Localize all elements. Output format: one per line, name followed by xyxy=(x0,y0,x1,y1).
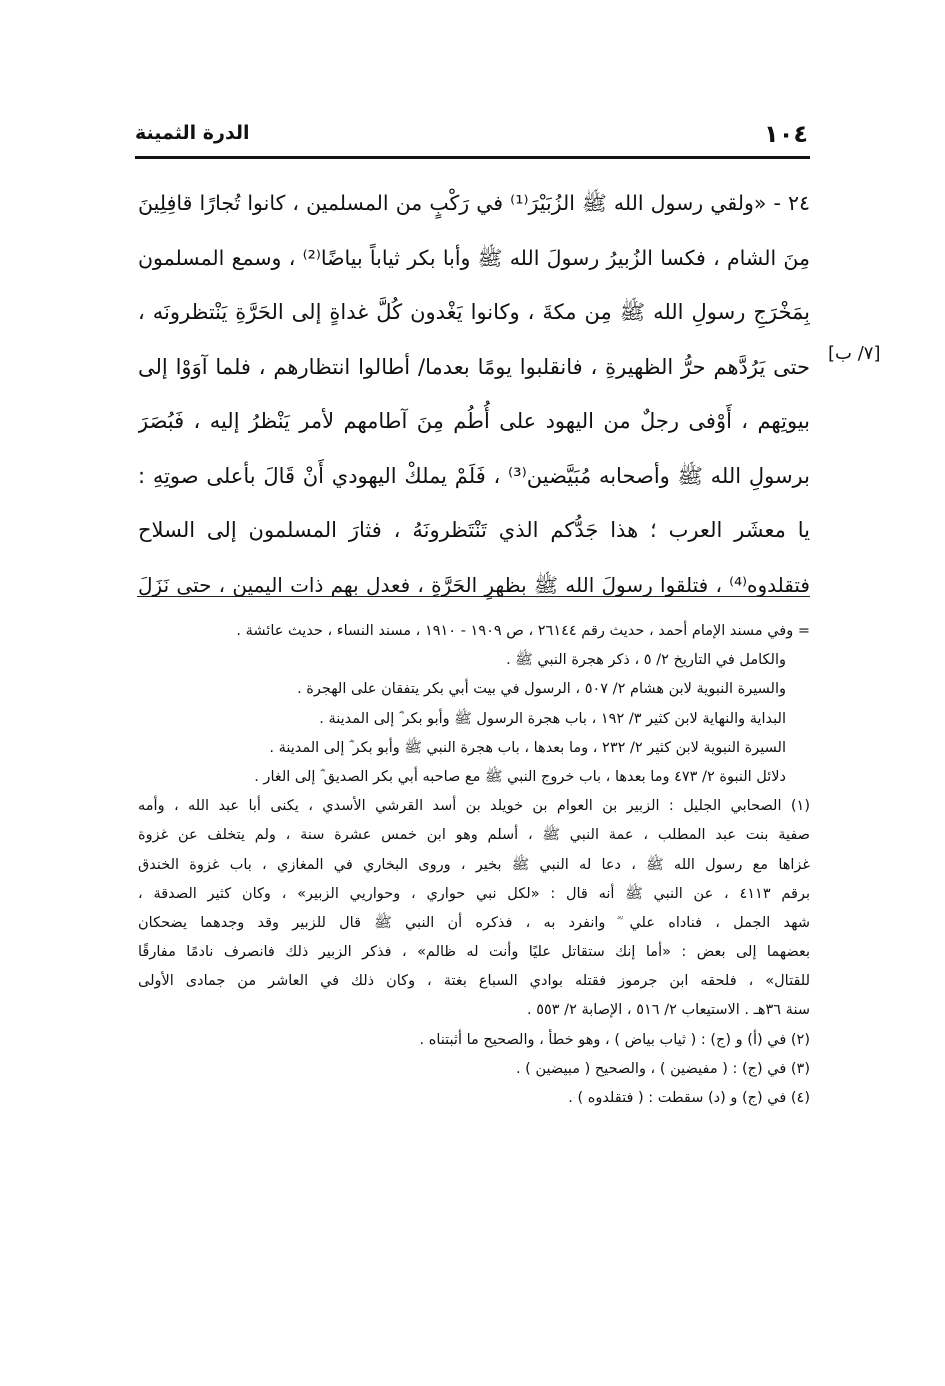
header-rule xyxy=(135,156,810,159)
footnote-line: = وفي مسند الإمام أحمد ، حديث رقم ٢٦١٤٤ ، ص ١٩٠٩ - ١٩١٠ ، مسند النساء ، حديث عائشة . xyxy=(236,623,810,639)
footnote-line: والسيرة النبوية لابن هشام ٢/ ٥٠٧ ، الرسول في بيت أبي بكر يتفقان على الهجرة . xyxy=(297,681,786,698)
footnote-line: شهد الجمل ، فناداه علي ؓ وانفرد به ، فذكره أن النبي ﷺ قال للزبير وقد وجدهما يضحكان xyxy=(138,914,810,931)
footnote-line: السيرة النبوية لابن كثير ٢/ ٢٣٢ ، وما بعدها ، باب هجرة النبي ﷺ وأبو بكر ؓ إلى المدينة . xyxy=(269,739,786,756)
footnote-line: (١) الصحابي الجليل : الزبير بن العوام بن خويلد بن أسد القرشي الأسدي ، يكنى أبا عبد الله ، وأمه xyxy=(138,798,810,815)
footnote-line: (٣) في (ج) : ( مفيضين ) ، والصحيح ( مبيضين ) . xyxy=(515,1060,810,1077)
footnote-line: سنة ٣٦هـ . الاستيعاب ٢/ ٥١٦ ، الإصابة ٢/ ٥٥٣ . xyxy=(526,1002,810,1019)
main-text-line: يا معشَر العرب ؛ هذا جَدُّكم الذي تَنْتَظرونَهُ ، فثارَ المسلمون إلى السلاح xyxy=(138,518,810,542)
footnote-line: صفية بنت عبد المطلب ، عمة النبي ﷺ ، أسلم وهو ابن خمس عشرة سنة ، ولم يتخلف عن غزوة xyxy=(138,827,810,844)
running-header xyxy=(135,118,808,154)
running-title: الدرة الثمينة xyxy=(135,122,250,144)
footnote-line: (٢) في (أ) و (ج) : ( ثياب بياض ) ، وهو خطأ ، والصحيح ما أثبتناه . xyxy=(419,1031,810,1048)
main-text-line: فتقلدوه⁽⁴⁾ ، فتلقوا رسولَ الله ﷺ بظهرِ الحَرَّةِ ، فعدل بهم ذات اليمين ، حتى نَزَلَ xyxy=(138,572,810,597)
main-text-line: حتى يَرُدَّهم حرُّ الظهيرةِ ، فانقلبوا يومًا بعدما/ أطالوا انتظارهم ، فلما آوَوْا إلى xyxy=(138,354,810,379)
footnote-line: للقتال» ، فلحقه ابن جرموز فقتله بوادي السباع بغتة ، وكان ذلك في العاشر من جمادى الأولى xyxy=(138,973,810,990)
footnote-line: البداية والنهاية لابن كثير ٣/ ١٩٢ ، باب هجرة الرسول ﷺ وأبو بكر ؓ إلى المدينة . xyxy=(319,710,786,727)
main-text-line: مِنَ الشام ، فكسا الزُبيرُ رسولَ الله ﷺ وأبا بكر ثياباً بياضًا⁽²⁾ ، وسمع المسلمون xyxy=(138,245,810,270)
footnotes xyxy=(138,617,810,1113)
footnote-line: برقم ٤١١٣ ، عن النبي ﷺ أنه قال : «لكل نبي حواري ، وحواريي الزبير» ، وكان كثير الصدقة ، xyxy=(138,885,810,902)
footnote-line: (٤) في (ج) و (د) سقطت : ( فتقلدوه ) . xyxy=(568,1090,810,1106)
main-text-line: بِمَخْرَجِ رسولِ الله ﷺ مِن مكةَ ، وكانوا يَغْدون كُلَّ غداةٍ إلى الحَرَّةِ يَنْتظرونَه ، xyxy=(138,300,810,324)
main-text-line: برسولِ الله ﷺ وأصحابه مُبَيَّضين⁽³⁾ ، فَلَمْ يملكْ اليهودي أَنْ قَالَ بأعلى صوتِهِ : xyxy=(138,463,810,488)
manuscript-folio-note: [٧/ ب] xyxy=(828,343,881,364)
footnote-line: غزاها مع رسول الله ﷺ ، دعا له النبي ﷺ بخير ، وروى البخاري في المغازي ، باب غزوة الخندق xyxy=(138,856,810,873)
main-text xyxy=(138,176,810,612)
footnote-line: بعضهما إلى بعض : «أما إنك ستقاتل عليًا وأنت له ظالم» ، فذكر الزبير ذلك فانصرف نادمًا مفارقًا xyxy=(138,944,810,961)
footnote-line: والكامل في التاريخ ٢/ ٥ ، ذكر هجرة النبي ﷺ . xyxy=(506,652,786,669)
page-number: ١٠٤ xyxy=(764,120,808,148)
footnote-separator xyxy=(137,596,810,597)
footnote-line: دلائل النبوة ٢/ ٤٧٣ وما بعدها ، باب خروج النبي ﷺ مع صاحبه أبي بكر الصديق ؓ إلى الغار . xyxy=(254,768,786,785)
main-text-line: بيوتِهم ، أَوْفى رجلٌ من اليهود على أُطُم مِنَ آطامهم لأمر يَنْظرُ إليه ، فَبُصَرَ xyxy=(138,409,810,433)
main-text-line: ٢٤ - «ولقي رسول الله ﷺ الزُبَيْرَ⁽¹⁾ في رَكْبٍ من المسلمين ، كانوا تُجارًا قافِلِينَ xyxy=(138,191,810,215)
